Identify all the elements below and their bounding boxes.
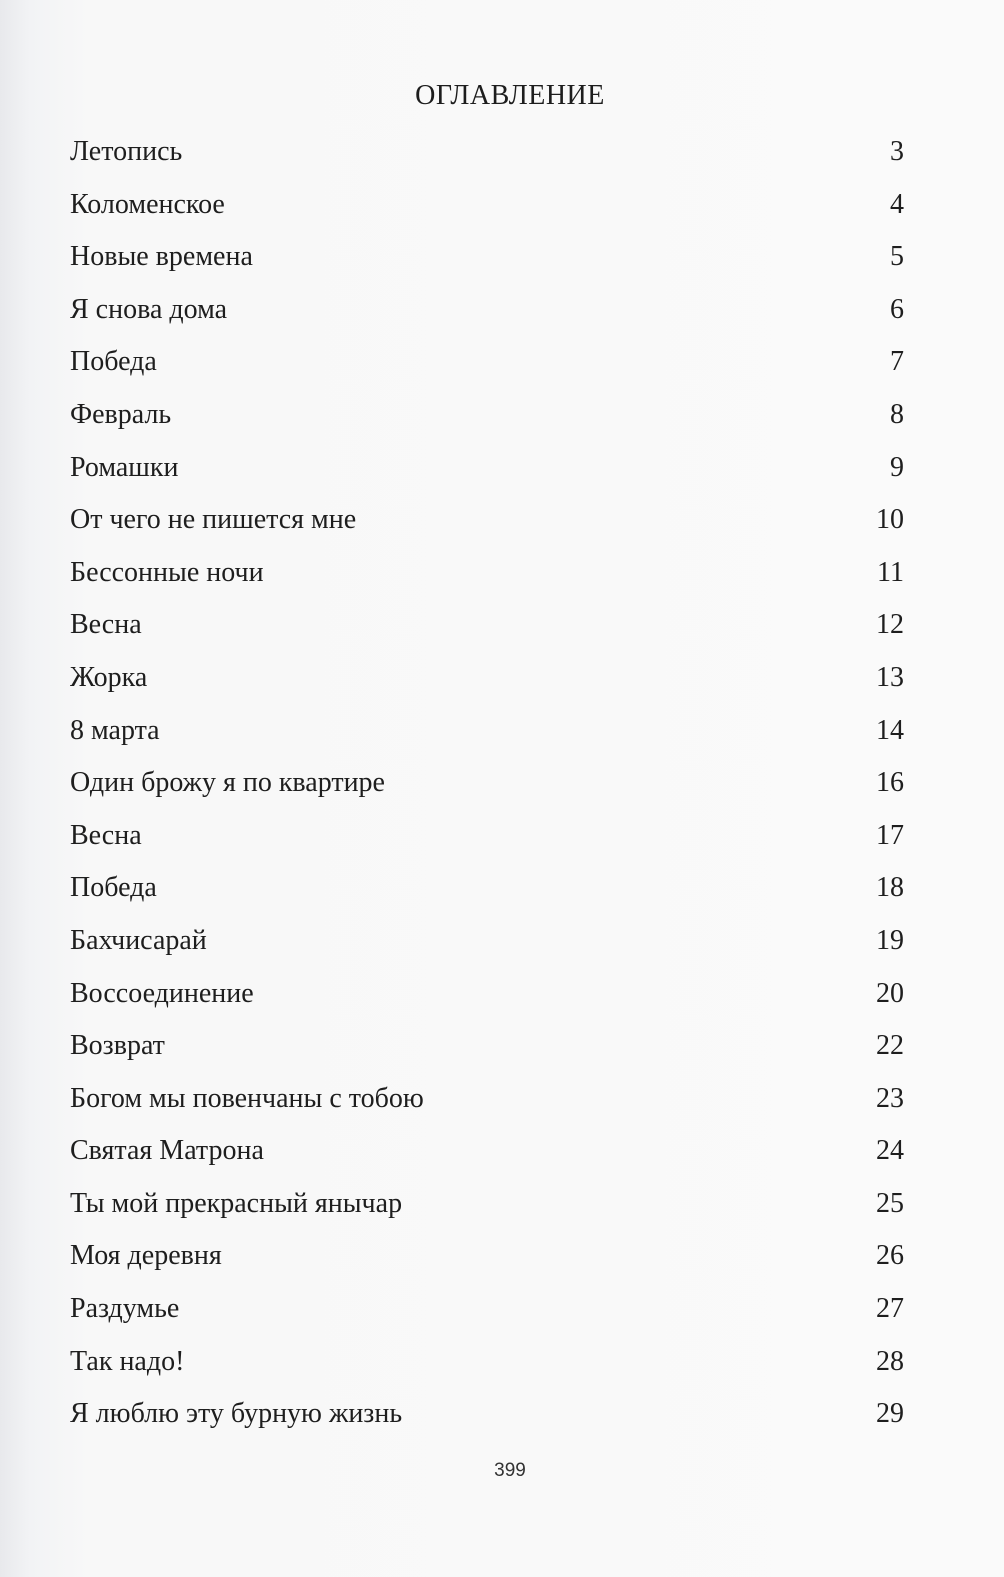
- toc-entry: [70, 976, 904, 1029]
- toc-entry: [70, 713, 904, 766]
- toc-entry-page: 19: [876, 924, 904, 956]
- table-of-contents: [70, 134, 904, 1449]
- toc-entry-title: Один брожу я по квартире: [70, 767, 385, 799]
- toc-entry-title: Победа: [70, 872, 157, 904]
- toc-entry: [70, 870, 904, 923]
- toc-entry-page: 8: [890, 398, 904, 430]
- toc-entry-title: Жорка: [70, 661, 148, 693]
- toc-entry-page: 26: [876, 1240, 904, 1272]
- toc-entry-title: Моя деревня: [70, 1240, 222, 1272]
- toc-entry-page: 27: [876, 1293, 904, 1325]
- toc-entry: [70, 1344, 904, 1397]
- toc-entry: [70, 292, 904, 345]
- toc-entry-page: 25: [876, 1187, 904, 1219]
- toc-entry-title: От чего не пишется мне: [70, 504, 357, 536]
- toc-entry-title: Воссоединение: [70, 977, 254, 1009]
- toc-entry: [70, 1238, 904, 1291]
- toc-entry: [70, 818, 904, 871]
- toc-entry: [70, 1081, 904, 1134]
- toc-entry-page: 7: [890, 346, 904, 378]
- toc-entry: [70, 1028, 904, 1081]
- toc-entry-page: 20: [876, 977, 904, 1009]
- toc-entry-page: 16: [876, 767, 904, 799]
- toc-entry-page: 10: [876, 504, 904, 536]
- toc-entry-page: 4: [890, 188, 904, 220]
- toc-entry-page: 6: [890, 293, 904, 325]
- toc-entry: [70, 1186, 904, 1239]
- toc-entry-page: 17: [876, 819, 904, 851]
- toc-entry-title: Весна: [70, 819, 142, 851]
- toc-entry-title: Бессонные ночи: [70, 556, 264, 588]
- toc-entry: [70, 923, 904, 976]
- toc-entry: [70, 450, 904, 503]
- toc-heading: ОГЛАВЛЕНИЕ: [415, 80, 605, 111]
- toc-entry-title: Ромашки: [70, 451, 179, 483]
- toc-entry: [70, 555, 904, 608]
- page-number: 399: [494, 1460, 526, 1481]
- toc-entry-page: 28: [876, 1345, 904, 1377]
- toc-entry-title: 8 марта: [70, 714, 160, 746]
- toc-entry: [70, 660, 904, 713]
- toc-entry-title: Так надо!: [70, 1345, 185, 1377]
- toc-entry: [70, 344, 904, 397]
- toc-entry: [70, 239, 904, 292]
- toc-entry-title: Святая Матрона: [70, 1135, 264, 1167]
- toc-entry: [70, 134, 904, 187]
- toc-entry-page: 13: [876, 661, 904, 693]
- toc-entry-title: Я люблю эту бурную жизнь: [70, 1398, 403, 1430]
- toc-entry-page: 12: [876, 609, 904, 641]
- toc-entry-title: Февраль: [70, 398, 172, 430]
- toc-entry-page: 18: [876, 872, 904, 904]
- toc-entry-title: Раздумье: [70, 1293, 180, 1325]
- toc-entry-page: 14: [876, 714, 904, 746]
- toc-entry-page: 24: [876, 1135, 904, 1167]
- toc-entry: [70, 502, 904, 555]
- toc-entry-title: Ты мой прекрасный янычар: [70, 1187, 403, 1219]
- toc-entry-title: Возврат: [70, 1030, 165, 1062]
- toc-entry-title: Весна: [70, 609, 142, 641]
- toc-entry-page: 29: [876, 1398, 904, 1430]
- toc-entry-title: Летопись: [70, 136, 183, 167]
- toc-entry: [70, 1396, 904, 1449]
- toc-entry-title: Новые времена: [70, 241, 253, 273]
- toc-entry-title: Богом мы повенчаны с тобою: [70, 1082, 424, 1114]
- toc-entry-page: 11: [877, 556, 904, 588]
- toc-entry: [70, 397, 904, 450]
- toc-entry-title: Победа: [70, 346, 157, 378]
- toc-entry: [70, 187, 904, 240]
- toc-entry: [70, 1291, 904, 1344]
- toc-entry-page: 23: [876, 1082, 904, 1114]
- toc-entry-page: 9: [890, 451, 904, 483]
- toc-entry-title: Я снова дома: [70, 293, 228, 325]
- toc-entry-page: 22: [876, 1030, 904, 1062]
- toc-entry-page: 3: [890, 136, 904, 167]
- toc-entry-title: Коломенское: [70, 188, 225, 220]
- toc-entry-title: Бахчисарай: [70, 924, 207, 956]
- toc-entry: [70, 765, 904, 818]
- toc-entry-page: 5: [890, 241, 904, 273]
- toc-entry: [70, 1133, 904, 1186]
- toc-entry: [70, 607, 904, 660]
